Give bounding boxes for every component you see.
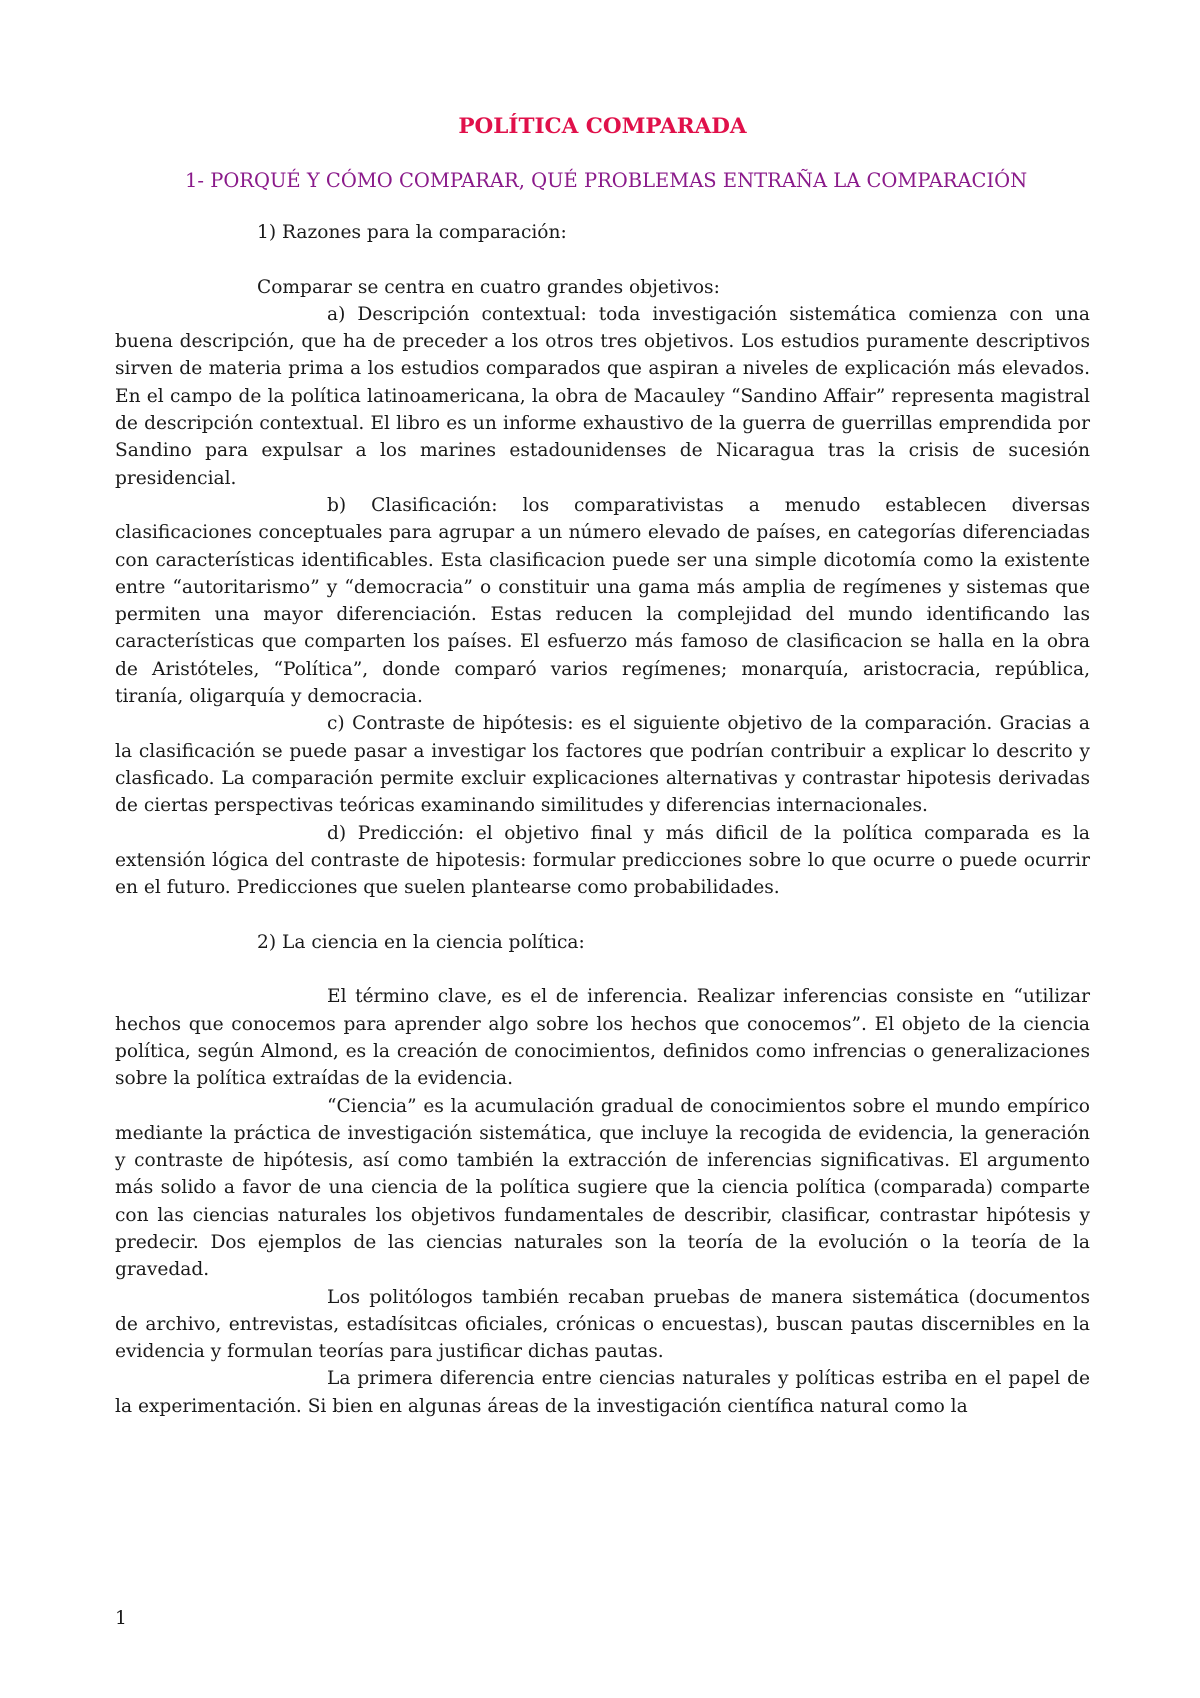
paragraph-experimentacion: La primera diferencia entre ciencias naturales y políticas estriba en el papel de la experimentación. Si bien en algunas áreas de la investigación científica natural como la (115, 1368, 1090, 1417)
subsection-heading-2: 2) La ciencia en la ciencia política: (257, 931, 585, 953)
paragraph-inferencia: El término clave, es el de inferencia. Realizar inferencias consiste en “utilizar hechos que conocemos para aprender algo sobre los hechos que conocemos”. El objeto de la ciencia política, según Almond, es la creación de conocimientos, definidos como infrencias o generalizaciones sobre la política extraídas de la evidencia. (115, 986, 1090, 1090)
paragraph-ciencia: “Ciencia” es la acumulación gradual de conocimientos sobre el mundo empírico mediante la práctica de investigación sistemática, que incluye la recogida de evidencia, la generación y contraste de hipótesis, así como también la extracción de inferencias significativas. El argumento más solido a favor de una ciencia de la política sugiere que la ciencia política (comparada) comparte con las ciencias naturales los objetivos fundamentales de describir, clasificar, contrastar hipótesis y predecir. Dos ejemplos de las ciencias naturales son la teoría de la evolución o la teoría de la gravedad. (115, 1095, 1090, 1281)
paragraph-descripcion: a) Descripción contextual: toda investigación sistemática comienza con una buena descripción, que ha de preceder a los otros tres objetivos. Los estudios puramente descriptivos sirven de materia prima a los estudios comparados que aspiran a niveles de explicación más elevados. En el campo de la política latinoamericana, la obra de Macauley “Sandino Affair” representa magistral de descripción contextual. El libro es un informe exhaustivo de la guerra de guerrillas emprendida por Sandino para expulsar a los marines estadounidenses de Nicaragua tras la crisis de sucesión presidencial. (115, 303, 1090, 489)
paragraph-politologos: Los politólogos también recaban pruebas de manera sistemática (documentos de archivo, entrevistas, estadísitcas oficiales, crónicas o encuestas), buscan pautas discernibles en la evidencia y formulan teorías para justificar dichas pautas. (115, 1286, 1090, 1363)
page-number: 1 (115, 1608, 127, 1629)
document-page (115, 113, 1090, 1420)
spacer (115, 901, 1090, 928)
paragraph-clasificacion: b) Clasificación: los comparativistas a menudo establecen diversas clasificaciones conceptuales para agrupar a un número elevado de países, en categorías diferenciadas con características identificables. Esta clasificacion puede ser una simple dicotomía como la existente entre “autoritarismo” y “democracia” o constituir una gama más amplia de regímenes y sistemas que permiten una mayor diferenciación. Estas reducen la complejidad del mundo identificando las características que comparten los países. El esfuerzo más famoso de clasificacion se halla en la obra de Aristóteles, “Política”, donde comparó varios regímenes; monarquía, aristocracia, república, tiranía, oligarquía y democracia. (115, 494, 1090, 708)
paragraph-prediccion: d) Predicción: el objetivo final y más dificil de la política comparada es la extensión lógica del contraste de hipotesis: formular predicciones sobre lo que ocurre o puede ocurrir en el futuro. Predicciones que suelen plantearse como probabilidades. (115, 822, 1090, 899)
spacer (115, 956, 1090, 983)
section-heading: 1- PORQUÉ Y CÓMO COMPARAR, QUÉ PROBLEMAS ENTRAÑA LA COMPARACIÓN (185, 169, 1028, 192)
document-title: POLÍTICA COMPARADA (458, 114, 747, 139)
paragraph-contraste: c) Contraste de hipótesis: es el siguiente objetivo de la comparación. Gracias a la clasificación se puede pasar a investigar los factores que podrían contribuir a explicar lo descrito y clasficado. La comparación permite excluir explicaciones alternativas y contrastar hipotesis derivadas de ciertas perspectivas teóricas examinando similitudes y diferencias internacionales. (115, 713, 1090, 817)
lead-paragraph: Comparar se centra en cuatro grandes objetivos: (257, 276, 720, 298)
spacer (115, 246, 1090, 273)
subsection-heading-1: 1) Razones para la comparación: (257, 222, 567, 243)
